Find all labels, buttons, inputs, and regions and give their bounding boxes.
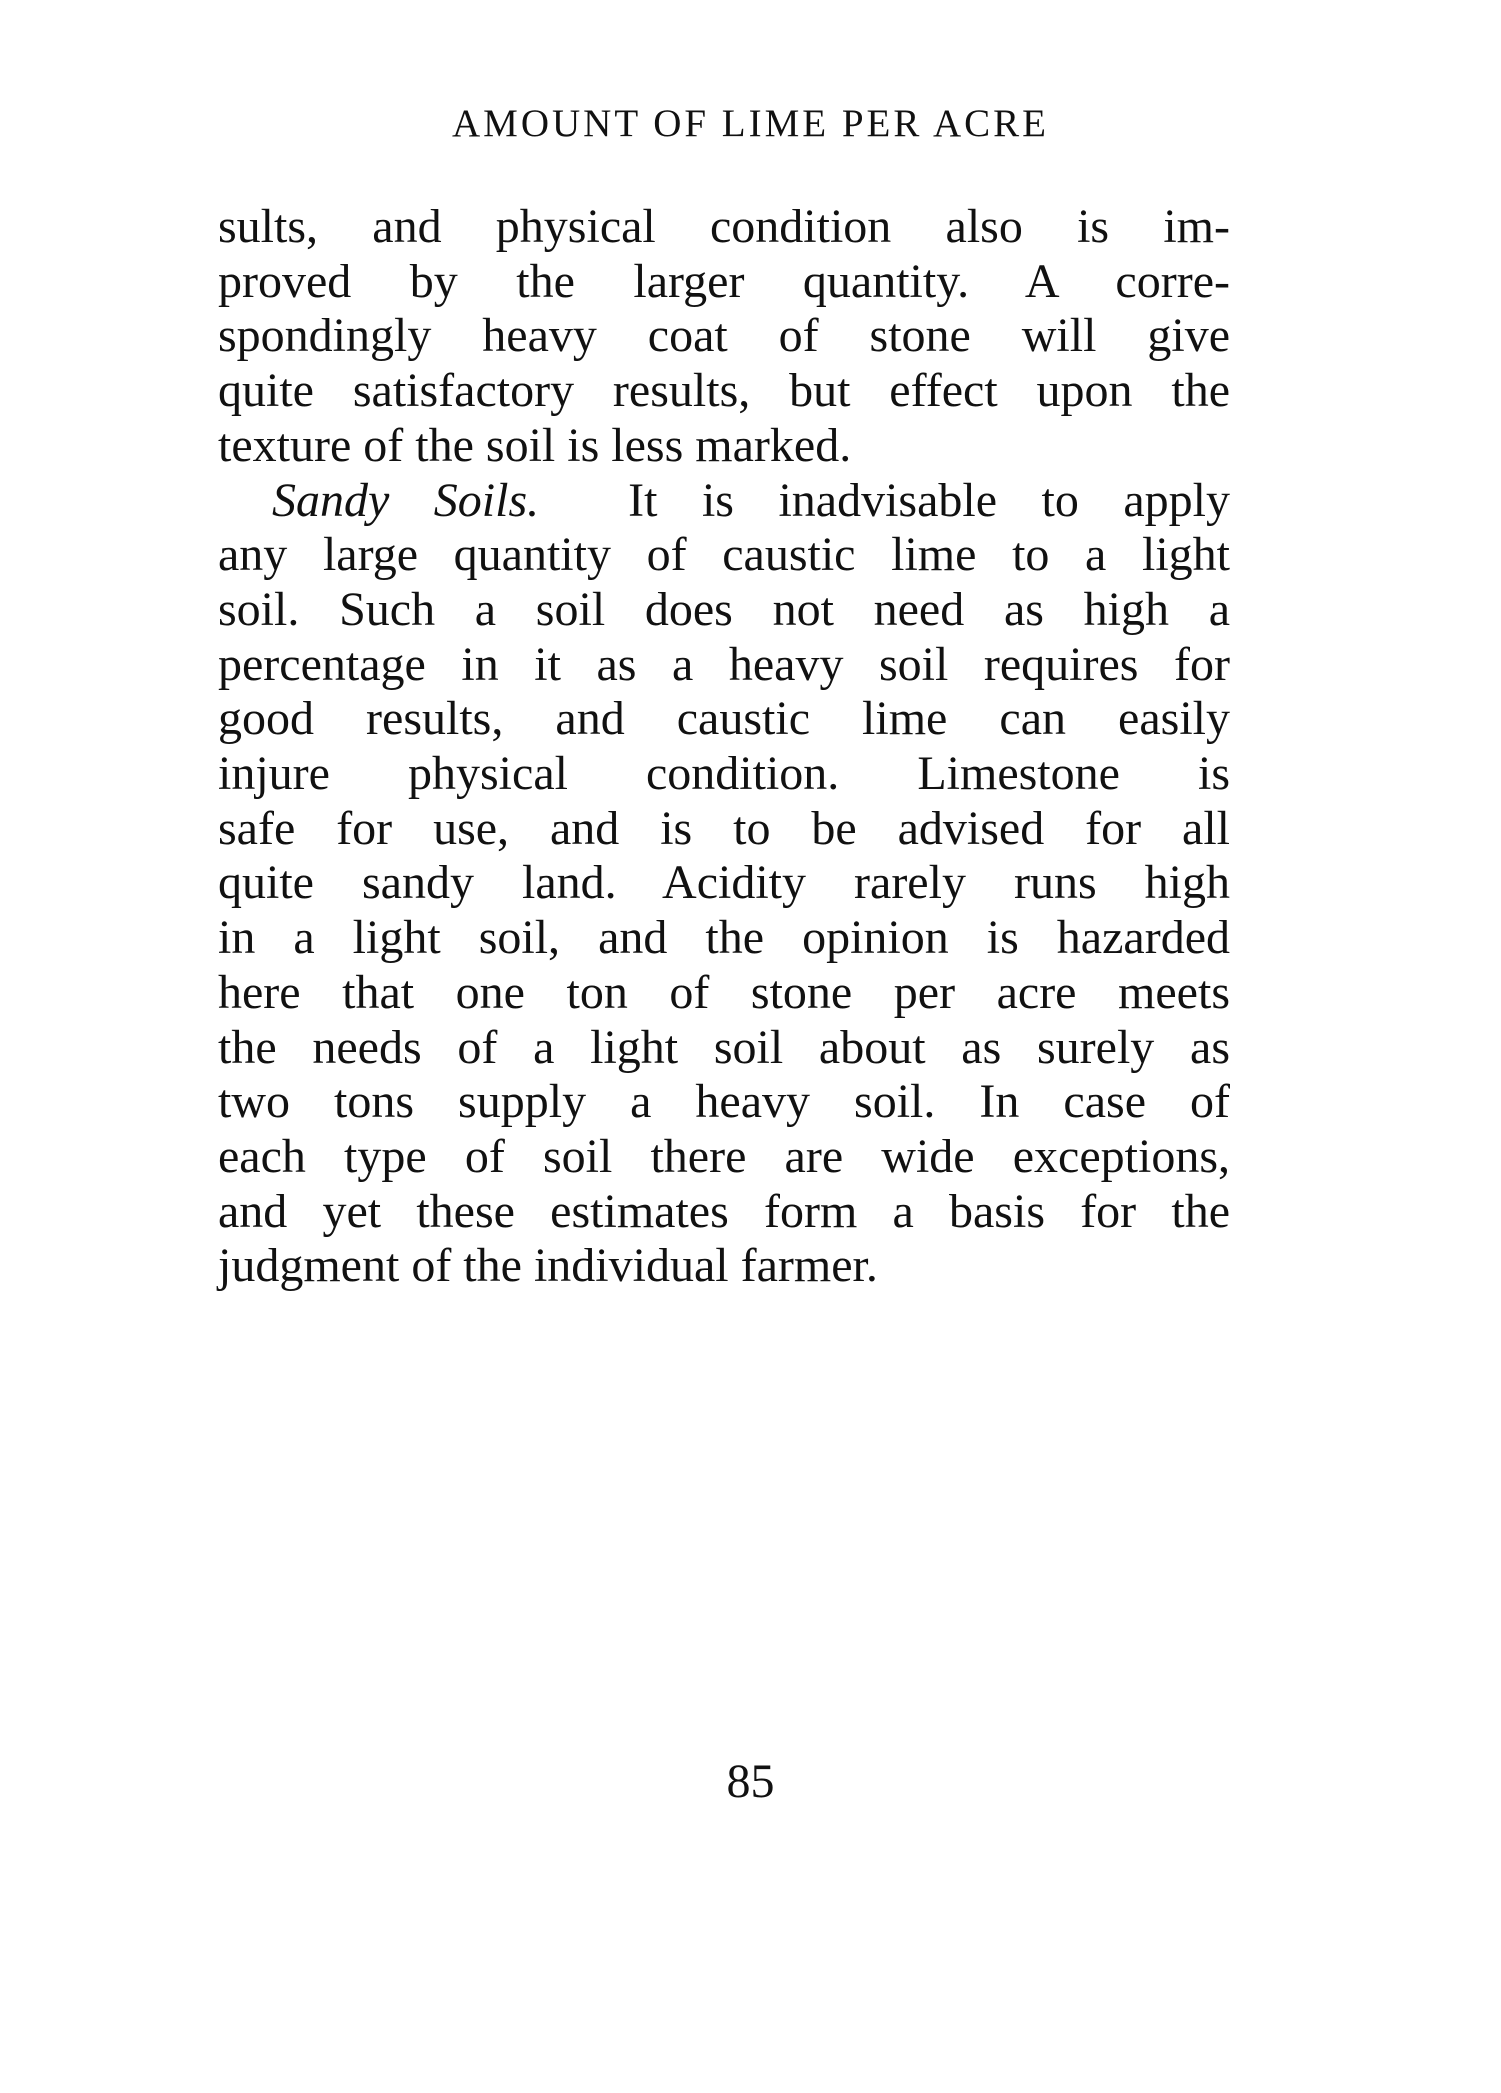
paragraph-1: [218, 200, 1230, 474]
paragraph-2: [218, 474, 1230, 1295]
text-line: sults, and physical condition also is im-: [218, 200, 1230, 253]
text-line: here that one ton of stone per acre meets: [218, 965, 1230, 1019]
text-line: two tons supply a heavy soil. In case of: [218, 1075, 1230, 1129]
text-line: quite sandy land. Acidity rarely runs high: [218, 856, 1230, 910]
text-line: any large quantity of caustic lime to a light: [218, 528, 1230, 582]
text-line: soil. Such a soil does not need as high a: [218, 582, 1230, 636]
text-line: injure physical condition. Limestone is: [218, 747, 1230, 801]
text-line: and yet these estimates form a basis for the: [218, 1184, 1230, 1238]
text-line: in a light soil, and the opinion is hazarded: [218, 911, 1230, 965]
section-heading: Sandy Soils.: [272, 473, 540, 527]
text-line: each type of soil there are wide exceptions,: [218, 1129, 1230, 1183]
text-line: proved by the larger quantity. A corre-: [218, 254, 1230, 308]
text-line: percentage in it as a heavy soil requires for: [218, 637, 1230, 691]
page-number: 85: [726, 1755, 775, 1808]
text-line: safe for use, and is to be advised for all: [218, 801, 1230, 855]
body-text: [218, 200, 1230, 1294]
text-line: quite satisfactory results, but effect upon the: [218, 364, 1230, 418]
text-line: good results, and caustic lime can easily: [218, 692, 1230, 746]
text-line: texture of the soil is less marked.: [218, 418, 852, 472]
text-line: spondingly heavy coat of stone will give: [218, 309, 1230, 363]
text-line: the needs of a light soil about as surely as: [218, 1020, 1230, 1074]
text-fragment: It is inadvisable to apply: [628, 473, 1231, 527]
running-head: AMOUNT OF LIME PER ACRE: [451, 102, 1049, 145]
text-line: judgment of the individual farmer.: [218, 1239, 878, 1293]
paragraph-2-first-line: [218, 474, 1230, 529]
